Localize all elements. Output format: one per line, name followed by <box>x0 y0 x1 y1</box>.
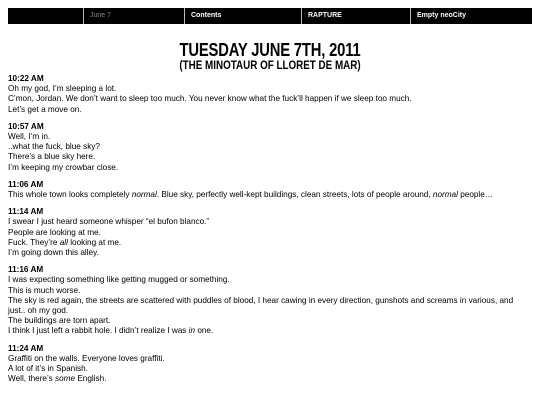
nav-link-june-7[interactable]: June 7 <box>83 8 111 24</box>
page-subtitle: (THE MINOTAUR OF LLORET DE MAR) <box>179 58 361 72</box>
journal-entry <box>8 265 524 336</box>
entry-text-line: Well, there’s some English. <box>8 374 107 384</box>
entry-timestamp: 11:16 AM <box>8 265 44 275</box>
entry-timestamp: 10:57 AM <box>8 121 44 131</box>
journal-entry <box>8 122 524 173</box>
nav-link-rapture[interactable]: RAPTURE <box>301 8 342 24</box>
entry-text-line: Fuck. They’re all looking at me. <box>8 237 122 247</box>
entry-text-line: C’mon, Jordan. We don’t want to sleep too much. You never know what the fuck’ll happen if we sleep too much. <box>8 94 412 104</box>
entry-timestamp: 11:14 AM <box>8 207 44 217</box>
entry-text-line: Well, I’m in. <box>8 132 51 142</box>
journal-entry <box>8 344 524 385</box>
journal-entry <box>8 180 524 200</box>
entry-text-line: This whole town looks completely normal. Blue sky, perfectly well-kept buildings, clean streets, lots of people around, normal people… <box>8 190 493 200</box>
entry-text-line: Graffiti on the walls. Everyone loves graffiti. <box>8 353 165 363</box>
entry-text-line: The sky is red again, the streets are scattered with puddles of blood, I hear cawing in every direction, gunshots and screams in various, and just.. oh my god. <box>8 295 514 316</box>
page-header <box>0 42 540 71</box>
journal-entry <box>8 207 524 258</box>
entry-text-line: I was expecting something like getting mugged or something. <box>8 275 230 285</box>
entry-text-line: Oh my god, I’m sleeping a lot. <box>8 84 117 94</box>
nav-link-empty-neocity[interactable]: Empty neoCity <box>410 8 466 24</box>
entry-timestamp: 11:24 AM <box>8 343 44 353</box>
entry-timestamp: 11:06 AM <box>8 179 44 189</box>
entry-text-line: I’m going down this alley. <box>8 248 99 258</box>
nav-link-contents[interactable]: Contents <box>184 8 221 24</box>
entry-text-line: I’m keeping my crowbar close. <box>8 162 119 172</box>
entry-text-line: People are looking at me. <box>8 227 101 237</box>
page-title: TUESDAY JUNE 7TH, 2011 <box>179 40 361 60</box>
entry-text-line: This is much worse. <box>8 285 81 295</box>
entry-timestamp: 10:22 AM <box>8 74 44 83</box>
entry-text-line: ..what the fuck, blue sky? <box>8 142 100 152</box>
top-navigation-bar <box>8 8 532 24</box>
entry-text-line: A lot of it’s in Spanish. <box>8 364 88 374</box>
journal-entry <box>8 74 524 115</box>
entry-text-line: I think I just left a rabbit hole. I didn’t realize I was in one. <box>8 326 214 336</box>
entry-text-line: There’s a blue sky here. <box>8 152 96 162</box>
entry-text-line: Let’s get a move on. <box>8 104 82 114</box>
entry-text-line: The buildings are torn apart. <box>8 316 111 326</box>
entry-text-line: I swear I just heard someone whisper “el bufon blanco.” <box>8 217 210 227</box>
journal-content <box>8 74 524 391</box>
